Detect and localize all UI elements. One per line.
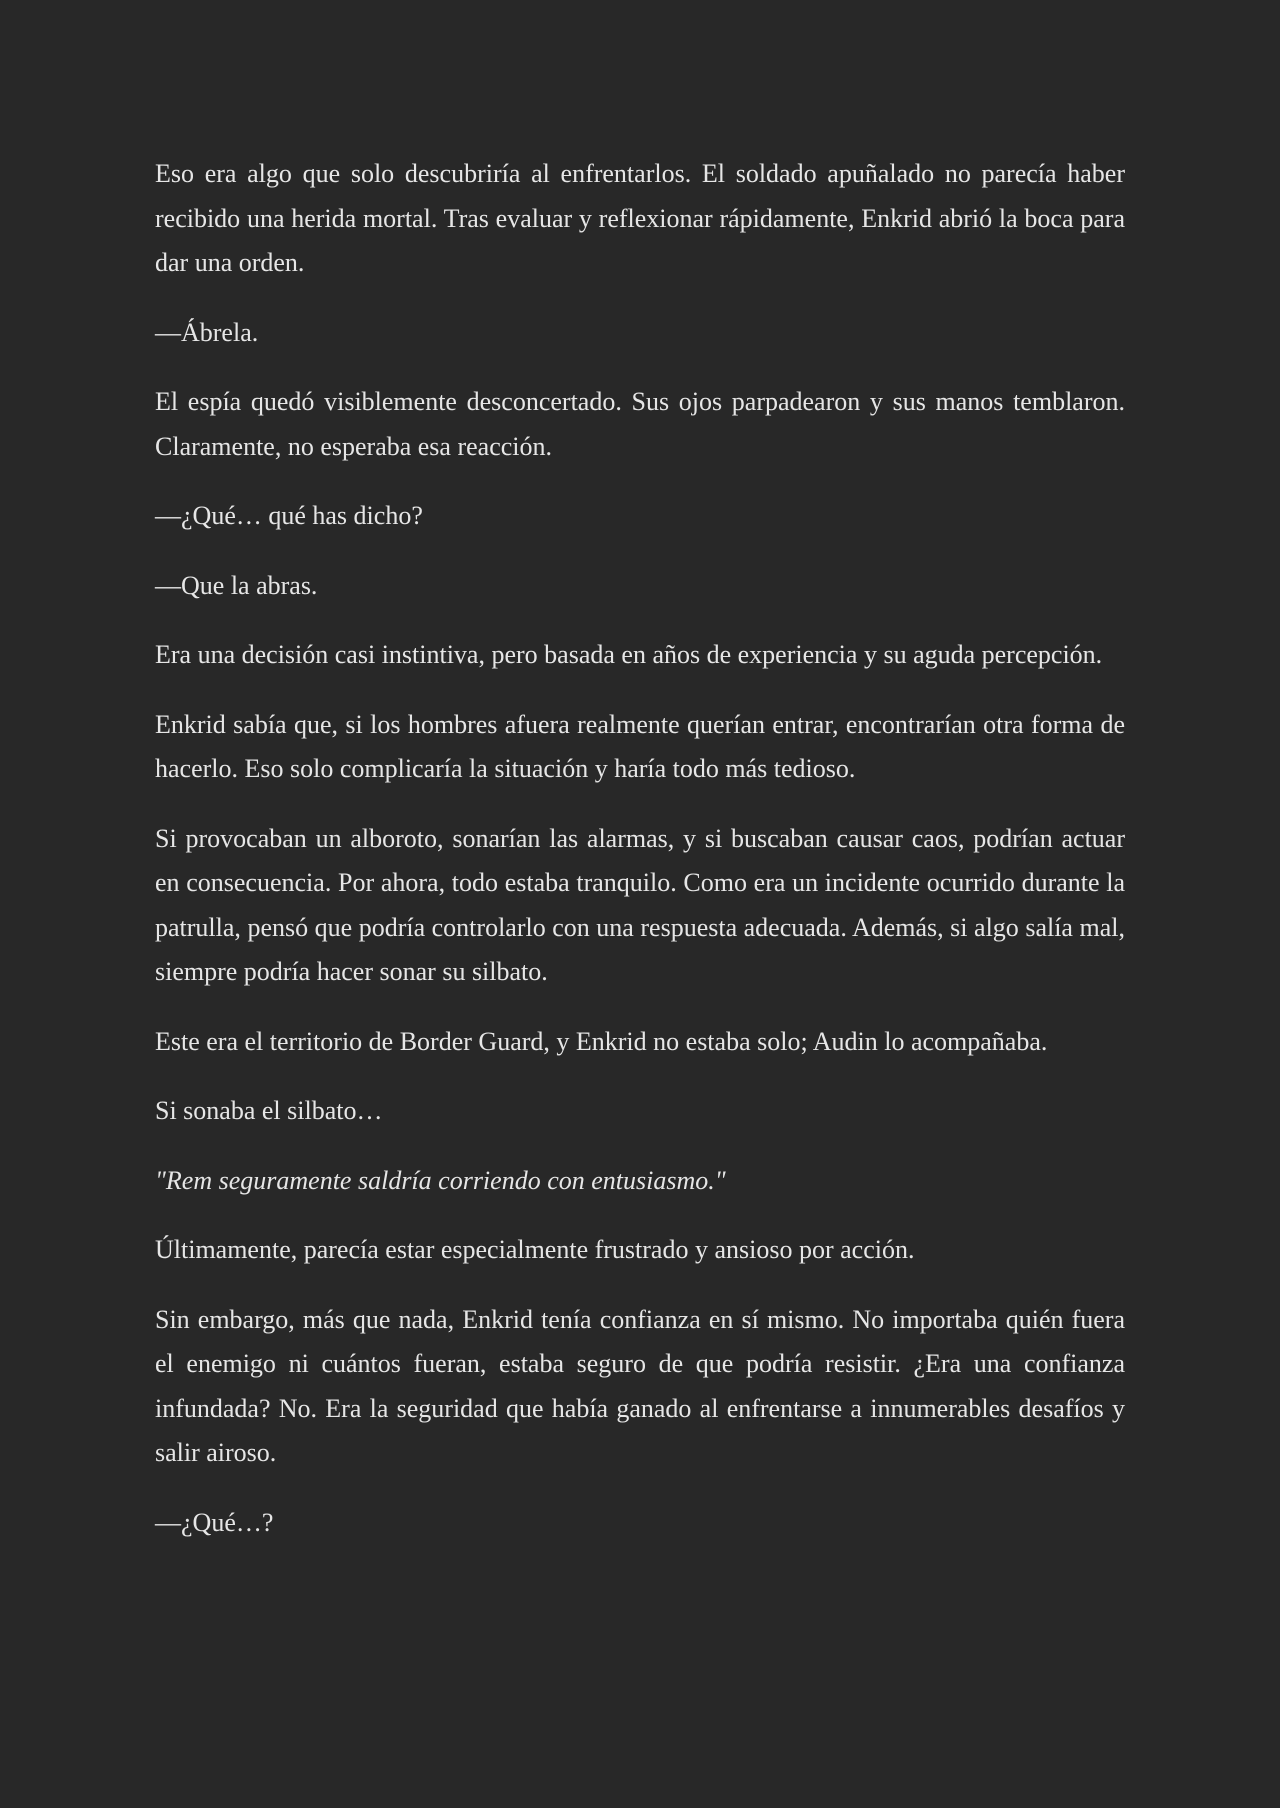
- dialogue-line: —Que la abras.: [155, 570, 318, 600]
- dialogue-line: —¿Qué… qué has dicho?: [155, 501, 423, 530]
- paragraph: Últimamente, parecía estar especialmente frustrado y ansioso por acción.: [155, 1235, 915, 1264]
- thought-line: "Rem seguramente saldría corriendo con entusiasmo.": [155, 1165, 726, 1195]
- paragraph: Sin embargo, más que nada, Enkrid tenía confianza en sí mismo. No importaba quién fuera el enemigo ni cuántos fueran, estaba seguro de que podría resistir. ¿Era una confianza infundada? No. Era la seguridad que había ganado al enfrentarse a innumerables desafíos y salir airoso.: [155, 1304, 1125, 1467]
- paragraph: Este era el territorio de Border Guard, y Enkrid no estaba solo; Audin lo acompañaba.: [155, 1026, 1048, 1056]
- paragraph: El espía quedó visiblemente desconcertado. Sus ojos parpadearon y sus manos temblaron. Claramente, no esperaba esa reacción.: [155, 387, 1125, 461]
- paragraph: Si provocaban un alboroto, sonarían las alarmas, y si buscaban causar caos, podrían actuar en consecuencia. Por ahora, todo estaba tranquilo. Como era un incidente ocurrido durante la patrulla, pensó que podría controlarlo con una respuesta adecuada. Además, si algo salía mal, siempre podría hacer sonar su silbato.: [155, 823, 1125, 986]
- dialogue-line: —Ábrela.: [155, 317, 259, 347]
- dialogue-line: —¿Qué…?: [155, 1507, 274, 1537]
- paragraph: Era una decisión casi instintiva, pero basada en años de experiencia y su aguda percepción.: [155, 640, 1103, 669]
- paragraph: Eso era algo que solo descubriría al enfrentarlos. El soldado apuñalado no parecía haber recibido una herida mortal. Tras evaluar y reflexionar rápidamente, Enkrid abrió la boca para dar una orden.: [155, 159, 1125, 277]
- paragraph: Si sonaba el silbato…: [155, 1096, 383, 1125]
- paragraph: Enkrid sabía que, si los hombres afuera realmente querían entrar, encontrarían otra forma de hacerlo. Eso solo complicaría la situación y haría todo más tedioso.: [155, 709, 1125, 783]
